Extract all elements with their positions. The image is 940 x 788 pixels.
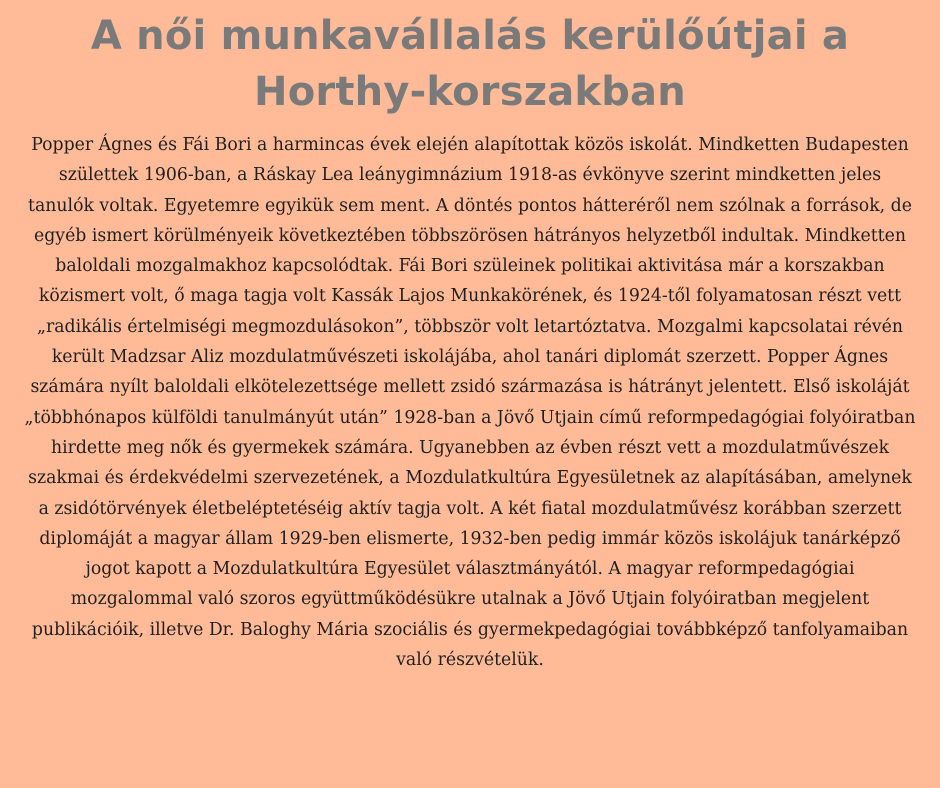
- page-title: A női munkavállalás kerülőútjai a Horthy-korszakban: [90, 13, 850, 115]
- body-paragraph: Popper Ágnes és Fái Bori a harmincas évek elején alapítottak közös iskolát. Mindketten Budapesten születtek 1906-ban, a Ráskay Lea leánygimnázium 1918-as évkönyve szerint mindketten jeles tanulók voltak. Egyetemre egyikük sem ment. A döntés pontos hátteréről nem szólnak a források, de egyéb ismert körülményeik következtében többszörösen hátrányos helyzetből indultak. Mindketten baloldali mozgalmakhoz kapcsolódtak. Fái Bori szüleinek politikai aktivitása már a korszakban közismert volt, ő maga tagja volt Kassák Lajos Munkakörének, és 1924-től folyamatosan részt vett „radikális értelmiségi megmozdulásokon”, többször volt letartóztatva. Mozgalmi kapcsolatai révén került Madzsar Aliz mozdulatművészeti iskolájába, ahol tanári diplomát szerzett. Popper Ágnes számára nyílt baloldali elkötelezettsége mellett zsidó származása is hátrányt jelentett. Első iskoláját „többhónapos külföldi tanulmányút után” 1928-ban a Jövő Utjain című reformpedagógiai folyóiratban hirdette meg nők és gyermekek számára. Ugyanebben az évben részt vett a mozdulatművészek szakmai és érdekvédelmi szervezetének, a Mozdulatkultúra Egyesületnek az alapításában, amelynek a zsidótörvények életbeléptetéséig aktív tagja volt. A két fiatal mozdulatművész korábban szerzett diplomáját a magyar állam 1929-ben elismerte, 1932-ben pedig immár közös iskolájuk tanárképző jogot kapott a Mozdulatkultúra Egyesület választmányától. A magyar reformpedagógiai mozgalommal való szoros együttműködésükre utalnak a Jövő Utjain folyóiratban megjelent publikációik, illetve Dr. Baloghy Mária szociális és gyermekpedagógiai továbbképző tanfolyamaiban való részvételük.: [24, 135, 916, 671]
